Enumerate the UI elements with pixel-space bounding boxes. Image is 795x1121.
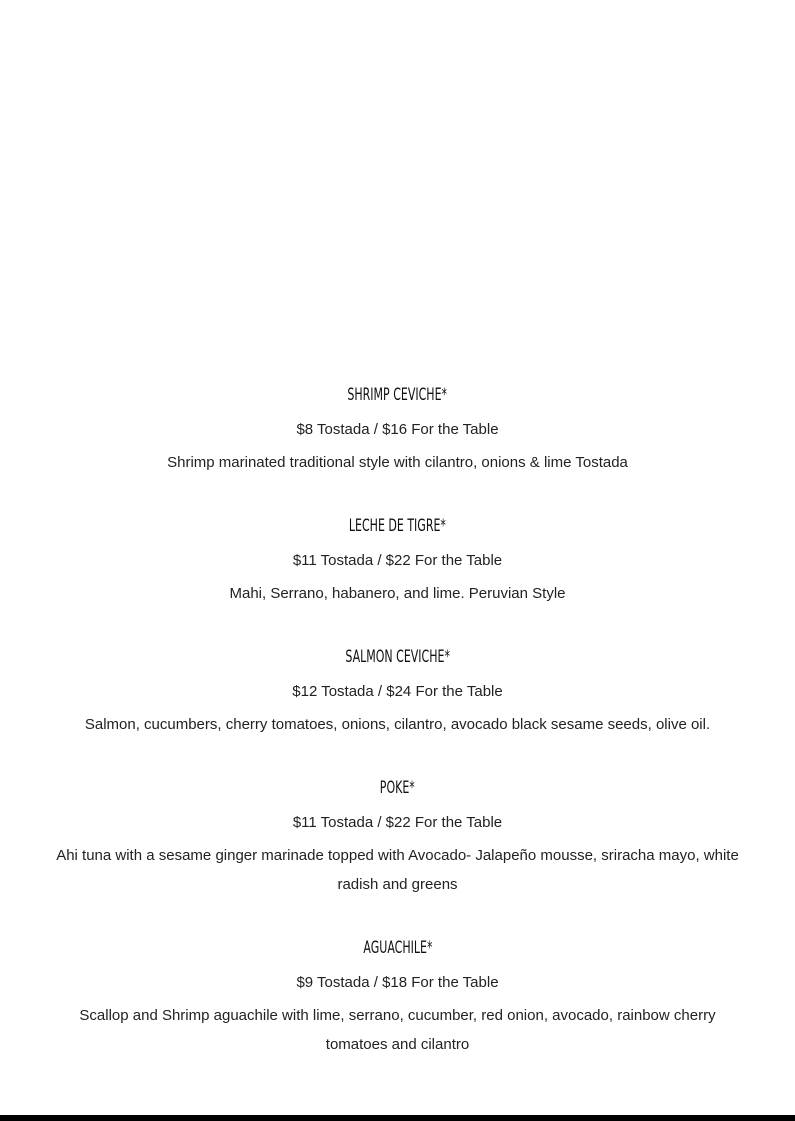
menu-item-price: $12 Tostada / $24 For the Table (292, 683, 503, 700)
menu-item-description: Mahi, Serrano, habanero, and lime. Peruvian Style (229, 585, 566, 602)
menu-item-price: $11 Tostada / $22 For the Table (292, 814, 503, 831)
bottom-divider (0, 1115, 795, 1121)
menu-item-title: AGUACHILE* (362, 938, 433, 958)
menu-item-aguachile (48, 935, 748, 1059)
menu-list (0, 382, 795, 1095)
menu-item-poke (48, 775, 748, 899)
menu-item-description: Scallop and Shrimp aguachile with lime, serrano, cucumber, red onion, avocado, rainbow cherry tomatoes and cilantro (79, 1007, 716, 1053)
menu-item-description: Salmon, cucumbers, cherry tomatoes, onions, cilantro, avocado black sesame seeds, olive oil. (84, 716, 711, 733)
menu-item-shrimp-ceviche (48, 382, 748, 477)
menu-item-title: SHRIMP CEVICHE* (347, 385, 448, 405)
menu-item-title: SALMON CEVICHE* (345, 647, 450, 667)
menu-item-title: LECHE DE TIGRE* (348, 516, 447, 536)
menu-item-leche-de-tigre (48, 513, 748, 608)
menu-item-description: Ahi tuna with a sesame ginger marinade topped with Avocado- Jalapeño mousse, sriracha mayo, white radish and greens (56, 847, 739, 893)
menu-item-price: $8 Tostada / $16 For the Table (296, 421, 499, 438)
menu-item-description: Shrimp marinated traditional style with cilantro, onions & lime Tostada (167, 454, 628, 471)
menu-item-price: $11 Tostada / $22 For the Table (292, 552, 503, 569)
menu-item-title: POKE* (380, 778, 415, 798)
menu-item-price: $9 Tostada / $18 For the Table (296, 974, 499, 991)
menu-item-salmon-ceviche (48, 644, 748, 739)
